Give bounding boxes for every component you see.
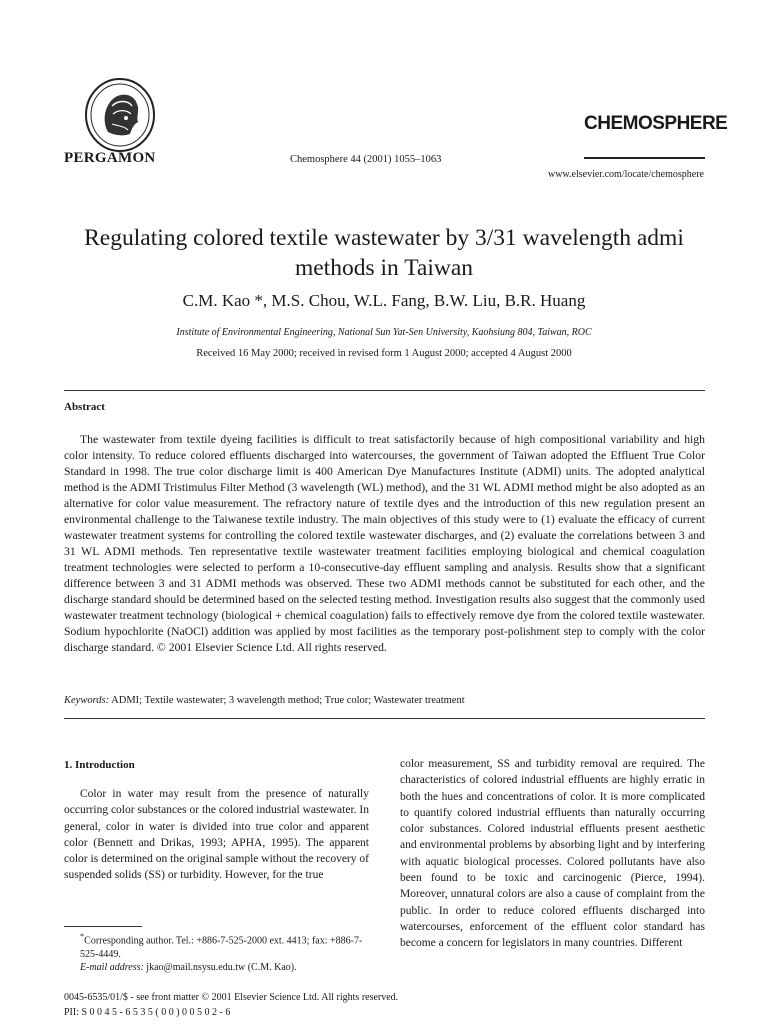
divider-top xyxy=(64,390,705,391)
intro-left-column: Color in water may result from the presence of naturally occurring color substances or the colored industrial wastewater. In general, color in water is divided into true color and apparent color (Bennett and Drikas, 1993; APHA, 1995). The apparent color is determined on the original sample without the recovery of suspended solids (SS) or turbidity. However, for the true xyxy=(64,788,369,882)
publisher-logo xyxy=(82,76,158,154)
keywords-label: Keywords: xyxy=(64,695,110,706)
footnote-email xyxy=(64,961,369,975)
section-heading: 1. Introduction xyxy=(64,759,135,771)
article-title: Regulating colored textile wastewater by 3/31 wavelength admi methods in Taiwan xyxy=(84,225,684,281)
keywords xyxy=(64,695,465,706)
intro-right-column: color measurement, SS and turbidity removal are required. The characteristics of colored industrial effluents are highly erratic in both the hues and concentrations of color. It is more complicated to quantify colored industrial effluents than naturally occurring color substances. Colored industrial effluents present aesthetic and environmental problems by absorbing light and by interfering with aquatic biological processes. Colored pollutants have also been found to be toxic and carcinogenic (Pierce, 1994). Moreover, unnatural colors are also a cause of complaint from the public. In order to reduce colored effluents discharged into watercourses, enforcement of the effluent color standard has become a concern for legislators in many countries. Different xyxy=(400,758,705,950)
abstract-text: The wastewater from textile dyeing facilities is difficult to treat satisfactorily because of high compositional variability and high color intensity. To reduce colored effluents discharged into watercourses, the government of Taiwan adopted the Effluent True Color Standard in 1998. The true color discharge limit is 400 American Dye Manufactures Institute (ADMI) units. The adopted analytical method is the ADMI Tristimulus Filter Method (3 wavelength (WL) method), and the 31 WL ADMI method might be also adopted as an alternative for color value measurement. The refractory nature of textile dyes and the introduction of this new regulation present an environmental challenge to the Taiwanese textile industry. The main objectives of this study were to (1) evaluate the efficacy of current wastewater treatment systems for controlling the colored textile wastewater discharges, and (2) evaluate the correlations between 3 and 31 WL ADMI methods. Ten representative textile wastewater treatment facilities employing biological and chemical coagulation treatment technologies were selected to perform a 10-consecutive-day effluent sampling and analysis. Results show that a significant difference between 3 and 31 ADMI methods was observed. These two ADMI methods cannot be substituted for each other, and the discharge standard should be determined based on the selected testing method. Investigation results also suggest that the commonly used wastewater treatment technology (biological + chemical coagulation) fails to effectively remove dye from the colored textile wastewater. Sodium hypochlorite (NaOCl) addition was applied by most facilities as the temporary post-polishment step to comply with the color discharge standard. © 2001 Elsevier Science Ltd. All rights reserved. xyxy=(64,433,705,654)
abstract-heading: Abstract xyxy=(64,401,105,413)
footnote-rule xyxy=(64,926,142,927)
publisher-name: PERGAMON xyxy=(64,150,156,166)
article-dates: Received 16 May 2000; received in revised form 1 August 2000; accepted 4 August 2000 xyxy=(196,348,572,359)
pii-line: PII: S 0 0 4 5 - 6 5 3 5 ( 0 0 ) 0 0 5 0 2 - 6 xyxy=(64,1007,231,1018)
email-label: E-mail address: xyxy=(80,962,144,974)
affiliation: Institute of Environmental Engineering, National Sun Yat-Sen University, Kaohsiung 804, Taiwan, ROC xyxy=(176,327,592,338)
copyright-line: 0045-6535/01/$ - see front matter © 2001 Elsevier Science Ltd. All rights reserved. xyxy=(64,992,399,1003)
journal-rule xyxy=(584,157,705,159)
email-address[interactable]: jkao@mail.nsysu.edu.tw (C.M. Kao). xyxy=(146,962,297,974)
divider-bottom xyxy=(64,718,705,719)
page-footer xyxy=(64,990,398,1020)
keywords-list: ADMI; Textile wastewater; 3 wavelength method; True color; Wastewater treatment xyxy=(111,695,465,706)
journal-citation: Chemosphere 44 (2001) 1055–1063 xyxy=(290,154,442,165)
footnote-marker: * xyxy=(80,932,85,941)
journal-name: CHEMOSPHERE xyxy=(584,113,728,134)
journal-url[interactable]: www.elsevier.com/locate/chemosphere xyxy=(548,169,704,180)
footnote xyxy=(64,930,369,975)
author-list: C.M. Kao *, M.S. Chou, W.L. Fang, B.W. Liu, B.R. Huang xyxy=(182,291,586,310)
footnote-contact: *Corresponding author. Tel.: +886-7-525-2000 ext. 4413; fax: +886-7-525-4449. xyxy=(80,932,363,960)
